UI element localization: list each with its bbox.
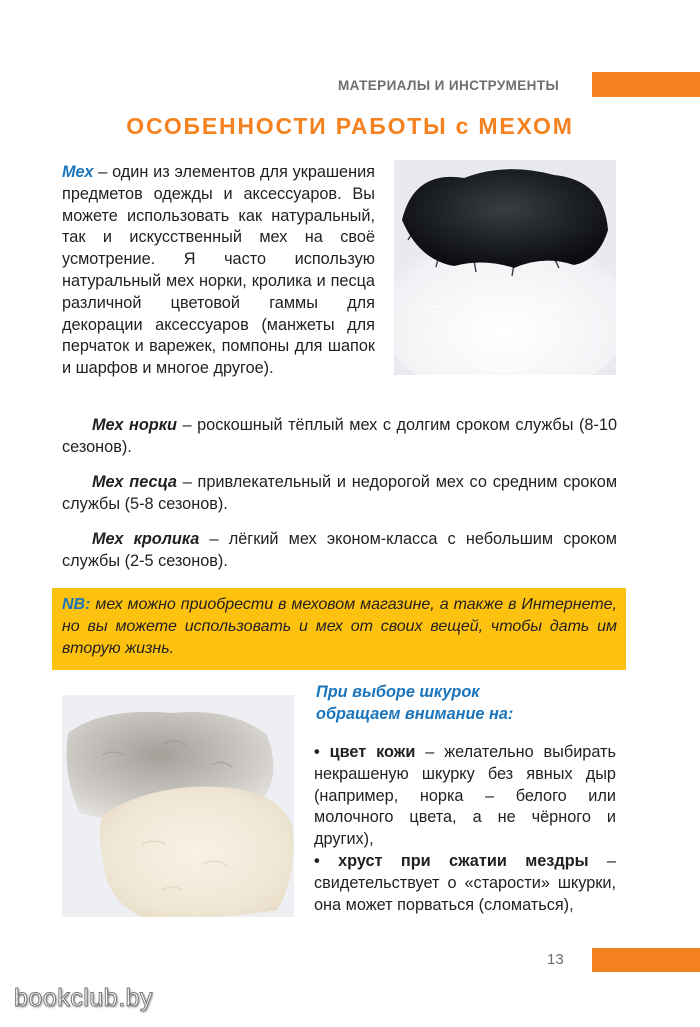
grey-cream-fur-photo — [62, 695, 294, 917]
list-item — [314, 742, 616, 851]
fur-type-text: – лёгкий мех эконом-класса с небольшим сроком службы (2-5 сезонов). — [62, 530, 618, 570]
footer-accent-bar — [592, 948, 700, 972]
intro-text: – один из элементов для украшения предметов одежды и аксессуаров. Вы можете использовать как натуральный, так и искусственный мех на своё усмотрение. Я часто использую натуральный мех норки, кролика и песца различной цветовой гаммы для декорации аксессуаров (манжеты для перчаток и варежек, помпоны для шапок и шарфов и многое другое). — [62, 163, 375, 378]
header-accent-bar — [592, 72, 700, 97]
note-label: NB: — [62, 596, 91, 613]
selection-heading-line2: обращаем внимание на: — [316, 704, 514, 723]
fur-type-text: – роскошный тёплый мех с долгим сроком службы (8-10 сезонов). — [62, 416, 618, 456]
fur-type-text: – привлекательный и недорогой мех со средним сроком службы (5-8 сезонов). — [62, 473, 618, 513]
list-item-text: – свидетельствует о «старости» шкурки, она может порваться (сломаться), — [314, 851, 616, 914]
watermark-text: bookclub.by — [14, 984, 153, 1012]
page-number: 13 — [547, 951, 564, 968]
fur-type-term: Мех песца — [92, 473, 177, 491]
fur-type-fox — [62, 472, 617, 516]
intro-term: Мех — [62, 163, 94, 181]
list-item-term: хруст при сжатии мездры — [338, 851, 589, 870]
selection-heading — [316, 682, 513, 726]
list-item-text: – желательно выбирать некрашеную шкурку без явных дыр (например, норка – белого или молочного цвета, а не чёрного и других), — [314, 743, 617, 849]
note-body: мех можно приобрести в меховом магазине, а также в Интернете, но вы можете использовать и мех от своих вещей, чтобы дать им вторую жизнь. — [62, 596, 617, 657]
list-item — [314, 851, 616, 916]
list-item-term: цвет кожи — [329, 743, 416, 761]
intro-paragraph — [62, 162, 375, 380]
page-title: ОСОБЕННОСТИ РАБОТЫ с МЕХОМ — [126, 113, 574, 139]
fur-type-rabbit — [62, 529, 617, 573]
list-bullet: • — [314, 743, 330, 761]
selection-heading-line1: При выборе шкурок — [316, 683, 480, 701]
fur-type-term: Мех кролика — [92, 530, 200, 548]
black-white-fur-photo — [394, 160, 616, 375]
selection-list — [314, 742, 616, 916]
section-header: МАТЕРИАЛЫ И ИНСТРУМЕНТЫ — [338, 78, 560, 93]
note-text — [62, 594, 617, 659]
list-bullet: • — [314, 851, 339, 870]
fur-type-term: Мех норки — [92, 416, 177, 434]
fur-type-mink — [62, 415, 617, 459]
